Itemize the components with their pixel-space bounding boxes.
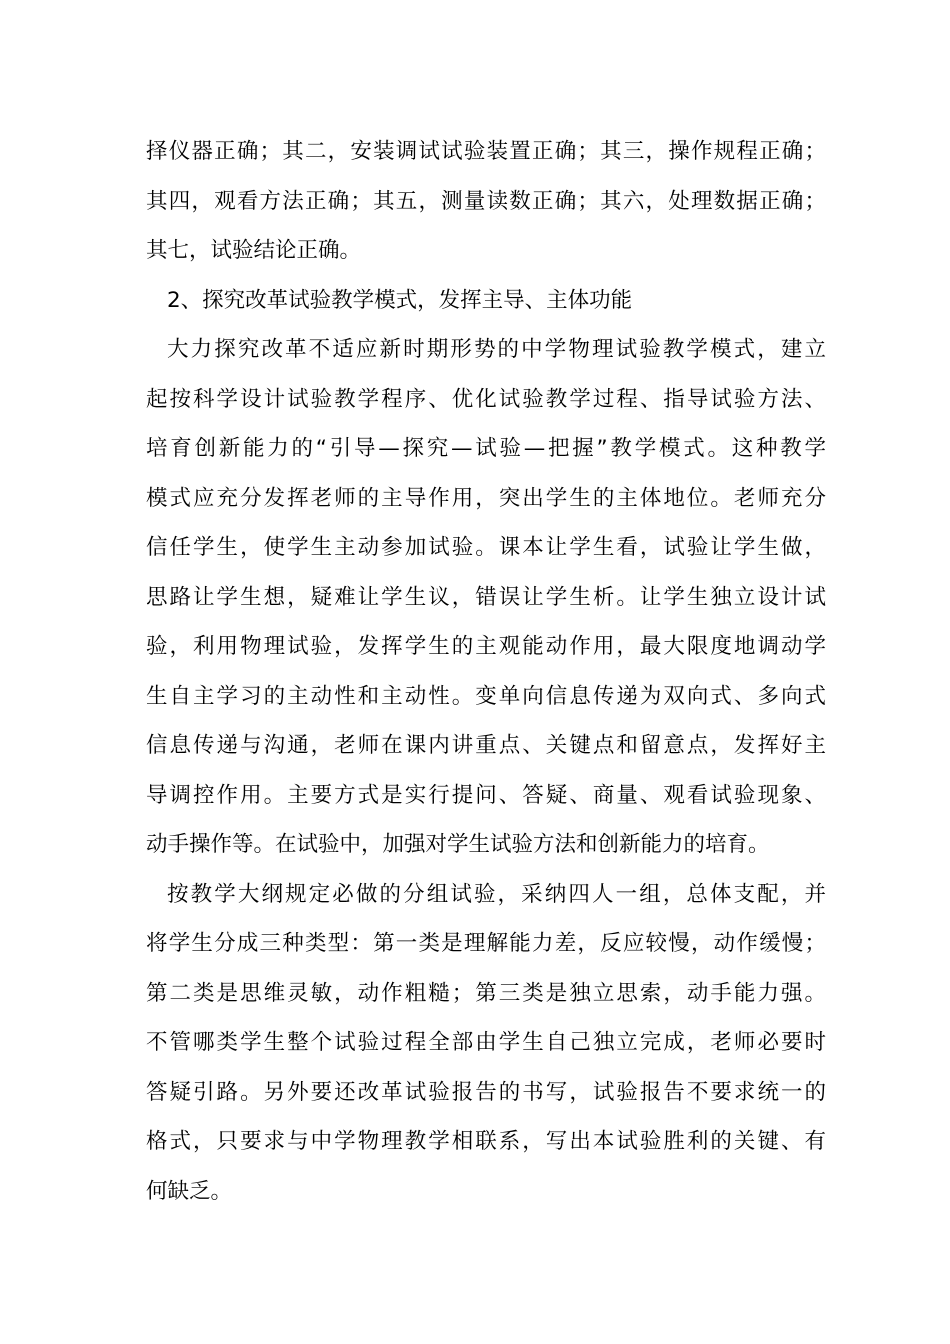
- text-line: 验，利用物理试验，发挥学生的主观能动作用，最大限度地调动学: [146, 634, 826, 659]
- text-line: 何缺乏。: [146, 1178, 233, 1204]
- paragraph-experiment-requirements: [146, 127, 826, 276]
- text-line: 其四，观看方法正确；其五，测量读数正确；其六，处理数据正确；: [146, 188, 826, 214]
- paragraph-group-experiments: [146, 870, 826, 1217]
- paragraph-teaching-model: [146, 325, 826, 870]
- text-line: 不管哪类学生整个试验过程全部由学生自己独立完成，老师必要时: [146, 1030, 826, 1055]
- text-line: 信息传递与沟通，老师在课内讲重点、关键点和留意点，发挥好主: [146, 733, 826, 758]
- text-line: 按教学大纲规定必做的分组试验，采纳四人一组，总体支配，并: [167, 881, 826, 907]
- text-line: 第二类是思维灵敏，动作粗糙；第三类是独立思索，动手能力强。: [146, 980, 826, 1006]
- text-line: 答疑引路。另外要还改革试验报告的书写，试验报告不要求统一的: [146, 1079, 826, 1105]
- text-line: 起按科学设计试验教学程序、优化试验教学过程、指导试验方法、: [146, 386, 826, 412]
- text-line: 动手操作等。在试验中，加强对学生试验方法和创新能力的培育。: [146, 832, 770, 857]
- text-line: 其七，试验结论正确。: [146, 238, 362, 263]
- text-line: 培育创新能力的“引导—探究—试验—把握”教学模式。这种教学: [146, 436, 826, 461]
- section-heading: [146, 276, 826, 326]
- text-line: 大力探究改革不适应新时期形势的中学物理试验教学模式，建立: [167, 337, 826, 362]
- text-line: 择仪器正确；其二，安装调试试验装置正确；其三，操作规程正确；: [146, 139, 826, 164]
- text-line: 信任学生，使学生主动参加试验。课本让学生看，试验让学生做，: [146, 535, 826, 560]
- text-line: 思路让学生想，疑难让学生议，错误让学生析。让学生独立设计试: [146, 584, 826, 610]
- text-line: 格式，只要求与中学物理教学相联系，写出本试验胜利的关键、有: [146, 1129, 826, 1154]
- text-line: 模式应充分发挥老师的主导作用，突出学生的主体地位。老师充分: [146, 485, 826, 511]
- heading-text: 2、探究改革试验教学模式，发挥主导、主体功能: [167, 287, 633, 313]
- text-line: 生自主学习的主动性和主动性。变单向信息传递为双向式、多向式: [146, 683, 826, 709]
- document-body: [146, 127, 826, 1216]
- text-line: 导调控作用。主要方式是实行提问、答疑、商量、观看试验现象、: [146, 782, 826, 808]
- text-line: 将学生分成三种类型：第一类是理解能力差，反应较慢，动作缓慢；: [146, 931, 826, 956]
